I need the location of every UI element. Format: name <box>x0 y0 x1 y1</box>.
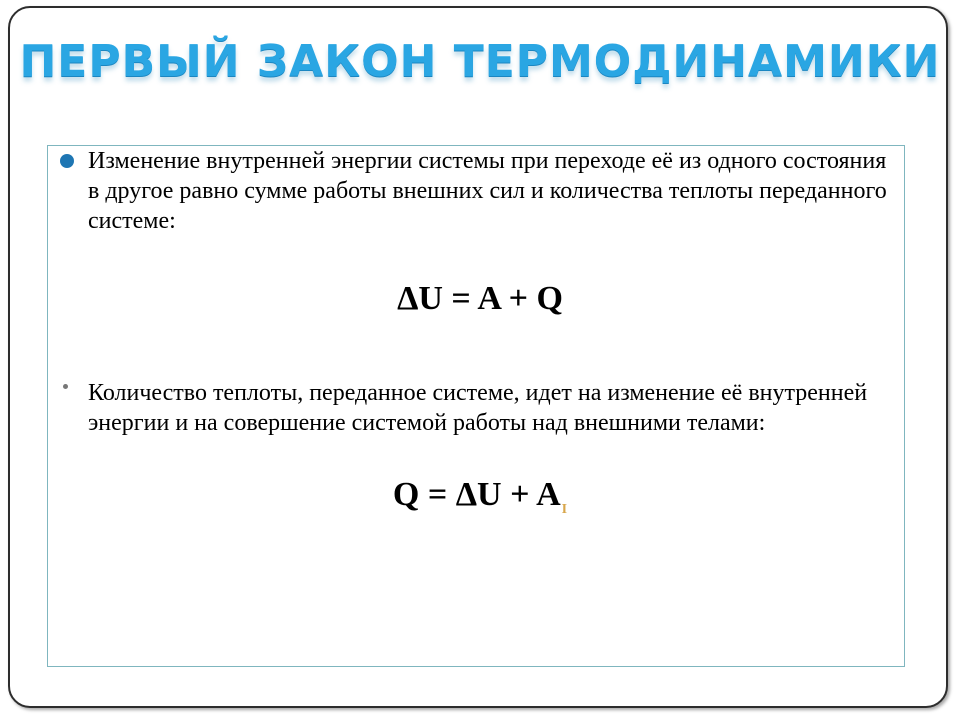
formula-1: ΔU = A + Q <box>397 280 563 317</box>
slide-title: ПЕРВЫЙ ЗАКОН ТЕРМОДИНАМИКИ <box>19 36 941 87</box>
bullet-text-2: Количество теплоты, переданное системе, идет на изменение её внутренней энергии и на совершение системой работы над внешними телами: <box>88 380 868 436</box>
bullet-text-1: Изменение внутренней энергии системы при переходе её из одного состояния в другое равно сумме работы внешних сил и количества теплоты переданного системе: <box>88 148 887 234</box>
formula-2 <box>0 476 960 518</box>
formula-2-subscript: I <box>561 502 568 517</box>
bullet-dot-icon <box>60 154 74 168</box>
formula-2-main: Q = ΔU + A <box>392 476 561 513</box>
bullet-dot-small-icon <box>63 384 68 389</box>
